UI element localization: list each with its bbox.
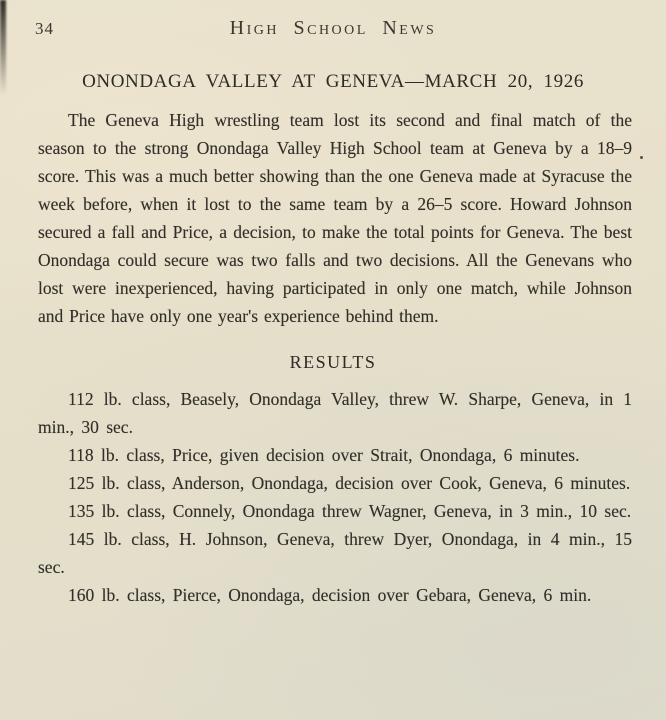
result-entry: 112 lb. class, Beasely, Onondaga Valley, threw W. Sharpe, Geneva, in 1 min., 30 sec. [38, 389, 632, 437]
running-header: High School News [229, 17, 437, 39]
article-paragraph: The Geneva High wrestling team lost its second and final match of the season to the strong Onondaga Valley High School team at Geneva by a 18–9 score. This was a much better showing than the one Geneva made at Syracuse the week before, when it lost to the same team by a 26–5 score. Howard Johnson secured a fall and Price, a decision, to make the total points for Geneva. The best Onondaga could secure was two falls and two decisions. All the Genevans who lost were inexperienced, having participated in only one match, while Johnson and Price have only one year's experience behind them. [38, 110, 632, 326]
result-entry: 125 lb. class, Anderson, Onondaga, decision over Cook, Geneva, 6 minutes. [68, 473, 631, 493]
page-number: 34 [35, 19, 54, 38]
results-heading: RESULTS [289, 352, 377, 372]
ink-speck [640, 156, 643, 159]
results-list [0, 385, 666, 609]
article-title: ONONDAGA VALLEY AT GENEVA—MARCH 20, 1926 [82, 71, 584, 92]
result-entry: 145 lb. class, H. Johnson, Geneva, threw Dyer, Onondaga, in 4 min., 15 sec. [38, 529, 632, 577]
running-head [0, 0, 666, 47]
result-entry: 135 lb. class, Connely, Onondaga threw Wagner, Geneva, in 3 min., 10 sec. [68, 501, 632, 521]
result-entry: 118 lb. class, Price, given decision over Strait, Onondaga, 6 minutes. [68, 445, 580, 465]
result-entry: 160 lb. class, Pierce, Onondaga, decision over Gebara, Geneva, 6 min. [68, 585, 592, 605]
